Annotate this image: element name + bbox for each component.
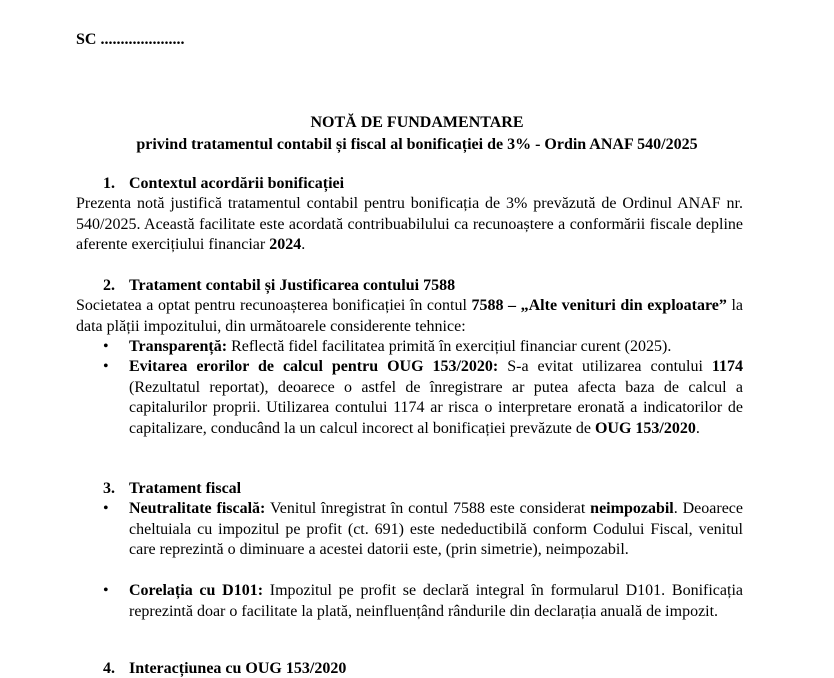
bullet-end: . (695, 419, 700, 437)
bullet-icon: • (103, 500, 109, 517)
section-title: Tratament contabil și Justificarea contului 7588 (129, 277, 456, 294)
section-1-heading (103, 175, 344, 193)
section-1-paragraph (76, 194, 743, 256)
bullet-body: Venitul înregistrat în contul 7588 este considerat (265, 500, 591, 517)
bullet-label: Transparență: (129, 338, 228, 355)
paragraph-end: . (301, 236, 306, 253)
document-subtitle: privind tratamentul contabil și fiscal al bonificației de 3% - Ordin ANAF 540/2025 (136, 136, 698, 153)
ordinance-bold: OUG 153/2020 (594, 419, 696, 437)
section-4-heading (103, 660, 346, 678)
neimpozabil-bold: neimpozabil (590, 500, 674, 517)
year-bold: 2024 (269, 236, 302, 253)
account-bold: 1174 (711, 358, 743, 375)
bullet-body: Impozitul pe profit se declară integral în formularul D101. Bonificația reprezintă doar o facilitate la plată, neinfluențând rândurile din declarația anuală de impozit. (129, 582, 743, 620)
bullet-icon: • (103, 338, 109, 355)
bullet-body: S-a evitat utilizarea contului (498, 358, 712, 375)
section-title: Contextul acordării bonificației (129, 175, 345, 192)
bullet-text (129, 499, 743, 561)
section-2-paragraph (76, 296, 743, 337)
bullet-label: Neutralitate fiscală: (129, 500, 266, 517)
bullet-item (103, 357, 743, 439)
bullet-item (103, 337, 743, 358)
section-title: Interacțiunea cu OUG 153/2020 (129, 660, 347, 677)
section-number: 1. (103, 175, 115, 192)
section-number: 2. (103, 277, 115, 294)
bullet-text (129, 581, 743, 622)
section-title: Tratament fiscal (129, 480, 242, 497)
section-number: 3. (103, 480, 115, 497)
section-number: 4. (103, 660, 115, 677)
bullet-text (129, 357, 743, 439)
section-3-heading (103, 480, 241, 498)
bullet-body: Reflectă fidel facilitatea primită în exercițiul financiar curent (2025). (227, 338, 672, 355)
account-bold: 7588 – „Alte venituri din exploatare” (471, 297, 727, 314)
bullet-icon: • (103, 358, 109, 375)
paragraph-end: la data plății impozitului, din următoarele considerente tehnice: (76, 297, 744, 335)
bullet-label: Corelația cu D101: (129, 582, 264, 599)
bullet-label: Evitarea erorilor de calcul pentru OUG 153/2020: (129, 358, 499, 375)
company-name: SC ..................... (76, 31, 185, 48)
bullet-icon: • (103, 582, 109, 599)
section-2-heading (103, 277, 455, 295)
paragraph-text: Societatea a optat pentru recunoașterea bonificației în contul (76, 297, 472, 314)
paragraph-text: Prezenta notă justifică tratamentul contabil pentru bonificația de 3% prevăzută de Ordinul ANAF nr. 540/2025. Această facilitate este acordată contribuabilului ca recunoaștere a conformării fiscale depline aferente exercițiului financiar (76, 195, 743, 253)
bullet-body: (Rezultatul reportat), deoarece o astfel de înregistrare ar putea afecta baza de calcul a capitalurilor proprii. Utilizarea contului 1174 ar risca o interpretare eronată a indicatorilor de capitalizare, conducând la un calcul incorect al bonificației prevăzute de (129, 378, 743, 437)
bullet-text (129, 337, 743, 358)
bullet-item (103, 581, 743, 622)
bullet-body: . Deoarece cheltuiala cu impozitul pe profit (ct. 691) este nedeductibilă conform Codului Fiscal, venitul care reprezintă o diminuare a acestei datorii este, (prin simetrie), neimpozabil. (129, 500, 743, 558)
bullet-item (103, 499, 743, 561)
document-title: NOTĂ DE FUNDAMENTARE (310, 114, 524, 131)
